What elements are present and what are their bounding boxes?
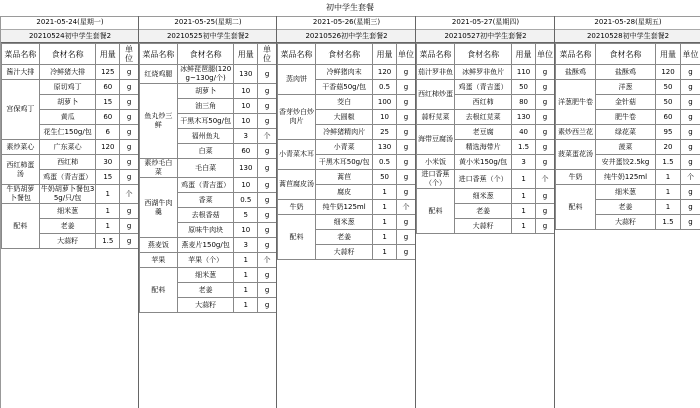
- ingredient-name: 细米葱: [455, 189, 512, 204]
- ingredient-unit: g: [681, 110, 700, 125]
- page-title: 初中学生套餐: [0, 0, 700, 17]
- ingredient-amount: 120: [96, 140, 120, 155]
- ingredient-amount: 5: [234, 208, 258, 223]
- ingredient-unit: 个: [535, 170, 554, 189]
- ingredient-name: 小青菜: [316, 140, 373, 155]
- table-row: [2, 80, 139, 95]
- column-header-amount: 用量: [656, 44, 681, 65]
- ingredient-unit: g: [396, 155, 415, 170]
- ingredient-name: 胡萝卜: [39, 95, 96, 110]
- ingredient-amount: 1: [373, 245, 397, 260]
- ingredient-name: 冰鲜罗非鱼片: [455, 65, 512, 80]
- ingredient-name: 苹果（个）: [177, 253, 234, 268]
- ingredient-amount: 1: [373, 200, 397, 215]
- table-row: [140, 268, 277, 283]
- ingredient-name: 鸡蛋（青吉蛋）: [39, 170, 96, 185]
- dish-name: 配料: [417, 189, 455, 234]
- ingredient-name: 干黑木耳50g/包: [316, 155, 373, 170]
- table-row: [556, 125, 700, 140]
- dish-name: 香芽炒白炒肉片: [278, 95, 316, 140]
- ingredient-unit: g: [535, 110, 554, 125]
- table-row: [140, 65, 277, 84]
- dish-name: 蒜籽苋菜: [417, 110, 455, 125]
- ingredient-name: 大蒜籽: [316, 245, 373, 260]
- ingredient-unit: g: [258, 283, 277, 298]
- ingredient-unit: g: [258, 84, 277, 99]
- ingredient-amount: 1: [656, 170, 681, 185]
- ingredient-name: 胡萝卜: [177, 84, 234, 99]
- ingredient-amount: 1.5: [656, 155, 681, 170]
- ingredient-amount: 120: [373, 65, 397, 80]
- column-header-ingredient: 食材名称: [316, 44, 373, 65]
- ingredient-name: 老姜: [316, 230, 373, 245]
- ingredient-amount: 15: [96, 95, 120, 110]
- dish-name: 鱼丸炒三鲜: [140, 84, 178, 159]
- day-column: [554, 16, 700, 408]
- ingredient-name: 毛白菜: [177, 159, 234, 178]
- ingredient-name: 金针菇: [596, 95, 656, 110]
- ingredient-amount: 6: [96, 125, 120, 140]
- table-row: [140, 178, 277, 193]
- ingredient-amount: 0.5: [234, 193, 258, 208]
- ingredient-name: 细米葱: [596, 185, 656, 200]
- ingredient-unit: g: [681, 95, 700, 110]
- day-menu-table: [277, 43, 416, 260]
- ingredient-name: 细米葱: [316, 215, 373, 230]
- ingredient-name: 大蒜籽: [39, 234, 96, 249]
- ingredient-name: 西红柿: [39, 155, 96, 170]
- ingredient-amount: 1.5: [96, 234, 120, 249]
- column-header-unit: 单位: [120, 44, 139, 65]
- ingredient-unit: g: [396, 110, 415, 125]
- table-row: [2, 140, 139, 155]
- day-column: [0, 16, 139, 408]
- column-header-ingredient: 食材名称: [455, 44, 512, 65]
- dish-name: 宫保鸡丁: [2, 80, 40, 140]
- ingredient-unit: g: [681, 200, 700, 215]
- ingredient-amount: 50: [656, 80, 681, 95]
- ingredient-name: 绿花菜: [596, 125, 656, 140]
- ingredient-amount: 10: [234, 114, 258, 129]
- table-row: [278, 215, 416, 230]
- table-header-row: [278, 44, 416, 65]
- table-row: [417, 65, 555, 80]
- column-header-ingredient: 食材名称: [596, 44, 656, 65]
- day-column: [415, 16, 555, 408]
- ingredient-name: 大蒜籽: [596, 215, 656, 230]
- day-column: [138, 16, 277, 408]
- ingredient-name: 福州鱼丸: [177, 129, 234, 144]
- ingredient-amount: 60: [96, 110, 120, 125]
- ingredient-amount: 80: [512, 95, 536, 110]
- ingredient-unit: g: [396, 245, 415, 260]
- ingredient-unit: g: [258, 144, 277, 159]
- ingredient-amount: 1.5: [512, 140, 536, 155]
- day-plan-name: 20210524初中学生套餐2: [1, 30, 139, 43]
- ingredient-amount: 50: [656, 95, 681, 110]
- ingredient-name: 纯牛奶125ml: [316, 200, 373, 215]
- ingredient-name: 冷鲜猪大排: [39, 65, 96, 80]
- ingredient-name: 冷鲜猪精肉片: [316, 125, 373, 140]
- ingredient-name: 腐皮: [316, 185, 373, 200]
- column-header-unit: 单位: [258, 44, 277, 65]
- table-row: [140, 253, 277, 268]
- ingredient-unit: g: [535, 155, 554, 170]
- ingredient-name: 花生仁150g/包: [39, 125, 96, 140]
- ingredient-amount: 10: [234, 99, 258, 114]
- dish-name: 红烧鸡腿: [140, 65, 178, 84]
- ingredient-unit: g: [120, 234, 139, 249]
- ingredient-unit: g: [681, 215, 700, 230]
- ingredient-name: 茭白: [316, 95, 373, 110]
- dish-name: 小青菜木耳: [278, 140, 316, 170]
- ingredient-amount: 130: [234, 159, 258, 178]
- ingredient-amount: 0.5: [373, 80, 397, 95]
- table-row: [417, 110, 555, 125]
- column-header-ingredient: 食材名称: [177, 44, 234, 65]
- dish-name: 燕麦饭: [140, 238, 178, 253]
- ingredient-name: 原切鸡丁: [39, 80, 96, 95]
- dish-name: 素炒毛白菜: [140, 159, 178, 178]
- dish-name: 素炒西兰花: [556, 125, 596, 140]
- ingredient-name: 老姜: [39, 219, 96, 234]
- ingredient-name: 菠菜: [596, 140, 656, 155]
- dish-name: 西红柿炒蛋: [417, 80, 455, 110]
- day-date: 2021-05-26(星期三): [277, 16, 416, 30]
- ingredient-amount: 1: [234, 283, 258, 298]
- ingredient-amount: 1: [656, 185, 681, 200]
- ingredient-amount: 3: [234, 129, 258, 144]
- ingredient-unit: g: [258, 223, 277, 238]
- ingredient-name: 进口香蕉（个）: [455, 170, 512, 189]
- table-row: [140, 84, 277, 99]
- dish-name: 蒸肉饼: [278, 65, 316, 95]
- dish-name: 蒿苣腐皮汤: [278, 170, 316, 200]
- ingredient-name: 原味牛肉块: [177, 223, 234, 238]
- dish-name: 小米饭: [417, 155, 455, 170]
- ingredient-unit: g: [535, 219, 554, 234]
- column-header-dish: 菜品名称: [278, 44, 316, 65]
- ingredient-name: 黄小米150g/包: [455, 155, 512, 170]
- ingredient-amount: 3: [234, 238, 258, 253]
- ingredient-amount: 1: [234, 298, 258, 313]
- ingredient-unit: g: [396, 125, 415, 140]
- dish-name: 配料: [2, 204, 40, 249]
- ingredient-name: 细米葱: [177, 268, 234, 283]
- day-date: 2021-05-27(星期四): [416, 16, 555, 30]
- ingredient-unit: g: [258, 238, 277, 253]
- ingredient-unit: g: [396, 140, 415, 155]
- ingredient-name: 冰鲜琵琶腿(120g~130g/个): [177, 65, 234, 84]
- table-row: [417, 80, 555, 95]
- ingredient-unit: g: [535, 65, 554, 80]
- ingredient-name: 盐酥鸡: [596, 65, 656, 80]
- ingredient-name: 广东菜心: [39, 140, 96, 155]
- ingredient-unit: g: [258, 114, 277, 129]
- ingredient-amount: 1: [234, 253, 258, 268]
- ingredient-name: 老姜: [177, 283, 234, 298]
- day-date: 2021-05-24(星期一): [1, 16, 139, 30]
- ingredient-name: 去根红苋菜: [455, 110, 512, 125]
- ingredient-name: 精选海带片: [455, 140, 512, 155]
- dish-name: 素炒菜心: [2, 140, 40, 155]
- dish-name: 菠菜蛋花汤: [556, 140, 596, 170]
- ingredient-unit: g: [396, 170, 415, 185]
- table-header-row: [556, 44, 700, 65]
- ingredient-amount: 40: [512, 125, 536, 140]
- table-row: [278, 140, 416, 155]
- ingredient-amount: 30: [96, 155, 120, 170]
- ingredient-name: 冷鲜猪肉末: [316, 65, 373, 80]
- ingredient-amount: 1: [656, 200, 681, 215]
- column-header-dish: 菜品名称: [140, 44, 178, 65]
- ingredient-amount: 60: [234, 144, 258, 159]
- ingredient-unit: g: [396, 80, 415, 95]
- ingredient-amount: 10: [373, 110, 397, 125]
- column-header-unit: 单位: [396, 44, 415, 65]
- ingredient-unit: 个: [258, 253, 277, 268]
- day-date: 2021-05-28(星期五): [555, 16, 700, 30]
- day-menu-table: [1, 43, 139, 249]
- table-row: [417, 155, 555, 170]
- ingredient-unit: g: [120, 95, 139, 110]
- ingredient-unit: 个: [396, 200, 415, 215]
- ingredient-amount: 50: [512, 80, 536, 95]
- ingredient-amount: 130: [373, 140, 397, 155]
- day-plan-name: 20210527初中学生套餐2: [416, 30, 555, 43]
- ingredient-name: 老姜: [455, 204, 512, 219]
- table-row: [278, 170, 416, 185]
- ingredient-unit: g: [120, 110, 139, 125]
- ingredient-unit: g: [258, 298, 277, 313]
- dish-name: 西红柿蛋汤: [2, 155, 40, 185]
- ingredient-amount: 1: [373, 215, 397, 230]
- dish-name: 牛奶: [556, 170, 596, 185]
- ingredient-unit: g: [258, 65, 277, 84]
- ingredient-amount: 130: [234, 65, 258, 84]
- ingredient-unit: g: [681, 65, 700, 80]
- ingredient-unit: g: [681, 155, 700, 170]
- column-header-amount: 用量: [234, 44, 258, 65]
- ingredient-amount: 1: [373, 185, 397, 200]
- dish-name: 西湖牛肉羹: [140, 178, 178, 238]
- ingredient-name: 白菜: [177, 144, 234, 159]
- ingredient-amount: 1: [512, 204, 536, 219]
- table-row: [556, 80, 700, 95]
- table-header-row: [140, 44, 277, 65]
- dish-name: 海带豆腐汤: [417, 125, 455, 155]
- ingredient-unit: g: [258, 208, 277, 223]
- ingredient-name: 大蒜籽: [177, 298, 234, 313]
- ingredient-unit: g: [120, 140, 139, 155]
- ingredient-unit: g: [681, 125, 700, 140]
- column-header-unit: 单位: [681, 44, 700, 65]
- ingredient-amount: 50: [373, 170, 397, 185]
- column-header-amount: 用量: [96, 44, 120, 65]
- ingredient-unit: g: [120, 125, 139, 140]
- ingredient-amount: 3: [512, 155, 536, 170]
- dish-name: 牛奶胡萝卜餐包: [2, 185, 40, 204]
- ingredient-unit: g: [396, 215, 415, 230]
- table-row: [140, 159, 277, 178]
- ingredient-unit: g: [258, 193, 277, 208]
- ingredient-name: 干香菇50g/包: [316, 80, 373, 95]
- ingredient-unit: g: [681, 140, 700, 155]
- ingredient-name: 蒿苣: [316, 170, 373, 185]
- dish-name: 茄汁罗非鱼: [417, 65, 455, 80]
- ingredient-unit: g: [120, 170, 139, 185]
- table-row: [417, 125, 555, 140]
- table-header-row: [2, 44, 139, 65]
- ingredient-amount: 10: [234, 223, 258, 238]
- ingredient-unit: g: [396, 65, 415, 80]
- day-menu-table: [416, 43, 555, 234]
- ingredient-amount: 0.5: [373, 155, 397, 170]
- day-menu-table: [555, 43, 700, 230]
- ingredient-unit: g: [535, 140, 554, 155]
- ingredient-unit: g: [258, 268, 277, 283]
- table-row: [417, 189, 555, 204]
- ingredient-name: 老豆腐: [455, 125, 512, 140]
- ingredient-unit: 个: [258, 129, 277, 144]
- ingredient-amount: 1: [512, 170, 536, 189]
- ingredient-unit: g: [535, 189, 554, 204]
- ingredient-amount: 10: [234, 178, 258, 193]
- ingredient-amount: 95: [656, 125, 681, 140]
- ingredient-amount: 1: [512, 219, 536, 234]
- dish-name: 酱汁大排: [2, 65, 40, 80]
- table-row: [556, 170, 700, 185]
- ingredient-unit: g: [681, 80, 700, 95]
- ingredient-unit: g: [535, 125, 554, 140]
- ingredient-amount: 60: [96, 80, 120, 95]
- ingredient-name: 燕麦片150g/包: [177, 238, 234, 253]
- ingredient-name: 细米葱: [39, 204, 96, 219]
- column-header-dish: 菜品名称: [417, 44, 455, 65]
- dish-name: 配料: [278, 215, 316, 260]
- table-row: [140, 238, 277, 253]
- ingredient-amount: 1: [512, 189, 536, 204]
- ingredient-unit: g: [258, 99, 277, 114]
- ingredient-unit: g: [120, 155, 139, 170]
- table-row: [278, 200, 416, 215]
- ingredient-amount: 25: [373, 125, 397, 140]
- ingredient-amount: 1.5: [656, 215, 681, 230]
- ingredient-unit: g: [120, 219, 139, 234]
- ingredient-amount: 125: [96, 65, 120, 80]
- ingredient-name: 黄瓜: [39, 110, 96, 125]
- ingredient-name: 老姜: [596, 200, 656, 215]
- ingredient-name: 洋葱: [596, 80, 656, 95]
- column-header-unit: 单位: [535, 44, 554, 65]
- ingredient-name: 大圆椒: [316, 110, 373, 125]
- ingredient-name: 纯牛奶125ml: [596, 170, 656, 185]
- table-row: [417, 170, 555, 189]
- ingredient-amount: 1: [373, 230, 397, 245]
- column-header-dish: 菜品名称: [2, 44, 40, 65]
- table-row: [2, 155, 139, 170]
- ingredient-unit: g: [681, 185, 700, 200]
- ingredient-name: 安井蛋饺2.5kg: [596, 155, 656, 170]
- ingredient-name: 干黑木耳50g/包: [177, 114, 234, 129]
- ingredient-unit: g: [120, 204, 139, 219]
- column-header-dish: 菜品名称: [556, 44, 596, 65]
- ingredient-amount: 100: [373, 95, 397, 110]
- table-row: [556, 140, 700, 155]
- ingredient-amount: 15: [96, 170, 120, 185]
- column-header-amount: 用量: [373, 44, 397, 65]
- ingredient-amount: 1: [96, 185, 120, 204]
- ingredient-amount: 1: [234, 268, 258, 283]
- day-plan-name: 20210526初中学生套餐2: [277, 30, 416, 43]
- ingredient-name: 大蒜籽: [455, 219, 512, 234]
- ingredient-unit: g: [535, 95, 554, 110]
- ingredient-name: 牛奶胡萝卜餐包35g/只/包: [40, 185, 95, 202]
- ingredient-unit: g: [396, 95, 415, 110]
- ingredient-amount: 130: [512, 110, 536, 125]
- ingredient-unit: g: [396, 185, 415, 200]
- ingredient-name: 鸡蛋（青吉蛋）: [455, 80, 512, 95]
- ingredient-amount: 1: [96, 204, 120, 219]
- day-date: 2021-05-25(星期二): [139, 16, 277, 30]
- ingredient-unit: g: [120, 65, 139, 80]
- ingredient-name: 去根香菇: [177, 208, 234, 223]
- day-plan-name: 20210525初中学生套餐2: [139, 30, 277, 43]
- table-row: [2, 185, 139, 204]
- ingredient-name: 鸡蛋（青吉蛋）: [177, 178, 234, 193]
- ingredient-amount: 110: [512, 65, 536, 80]
- dish-name: 牛奶: [278, 200, 316, 215]
- ingredient-unit: g: [396, 230, 415, 245]
- dish-name: 配料: [556, 185, 596, 230]
- table-row: [2, 204, 139, 219]
- ingredient-amount: 1: [96, 219, 120, 234]
- table-header-row: [417, 44, 555, 65]
- ingredient-name: 肥牛卷: [596, 110, 656, 125]
- dish-name: 洋葱肥牛卷: [556, 80, 596, 125]
- ingredient-unit: g: [258, 159, 277, 178]
- day-menu-table: [139, 43, 277, 313]
- ingredient-amount: 120: [656, 65, 681, 80]
- table-row: [2, 65, 139, 80]
- ingredient-name: 西红柿: [455, 95, 512, 110]
- day-plan-name: 20210528初中学生套餐2: [555, 30, 700, 43]
- table-row: [278, 65, 416, 80]
- dish-name: 盐酥鸡: [556, 65, 596, 80]
- column-header-ingredient: 食材名称: [39, 44, 96, 65]
- dish-name: 苹果: [140, 253, 178, 268]
- ingredient-unit: g: [535, 204, 554, 219]
- ingredient-unit: 个: [681, 170, 700, 185]
- column-header-amount: 用量: [512, 44, 536, 65]
- table-row: [278, 95, 416, 110]
- dish-name: 进口香蕉（个）: [417, 170, 455, 189]
- ingredient-name: 油三角: [177, 99, 234, 114]
- ingredient-name: 香菜: [177, 193, 234, 208]
- dish-name: 配料: [140, 268, 178, 313]
- ingredient-unit: g: [258, 178, 277, 193]
- ingredient-unit: g: [120, 80, 139, 95]
- table-row: [556, 185, 700, 200]
- ingredient-amount: 60: [656, 110, 681, 125]
- ingredient-amount: 20: [656, 140, 681, 155]
- table-row: [556, 65, 700, 80]
- day-column: [276, 16, 416, 408]
- ingredient-amount: 10: [234, 84, 258, 99]
- ingredient-unit: 个: [120, 185, 139, 204]
- ingredient-unit: g: [535, 80, 554, 95]
